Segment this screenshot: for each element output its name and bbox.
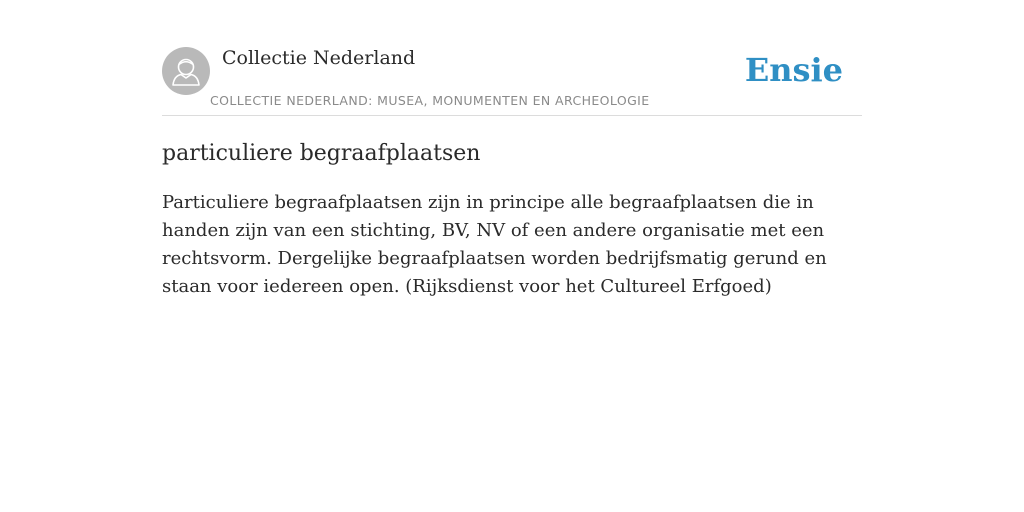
entry-definition: Particuliere begraafplaatsen zijn in principe alle begraafplaatsen die in handen zijn van een stichting, BV, NV of een andere organisatie met een rechtsvorm. Dergelijke begraafplaatsen worden bedrijfsmatig gerund en staan voor iedereen open. (Rijksdienst voor het Cultureel Erfgoed) <box>162 192 827 297</box>
source-label[interactable]: COLLECTIE NEDERLAND: MUSEA, MONUMENTEN EN ARCHEOLOGIE <box>210 93 650 108</box>
entry-header <box>162 46 862 116</box>
user-icon <box>162 47 210 95</box>
ensie-logo-link[interactable]: Ensie <box>744 51 843 89</box>
avatar[interactable] <box>162 47 210 95</box>
entry-term-title: particuliere begraafplaatsen <box>162 141 481 166</box>
author-name[interactable]: Collectie Nederland <box>222 47 416 69</box>
entry-card <box>162 46 862 301</box>
